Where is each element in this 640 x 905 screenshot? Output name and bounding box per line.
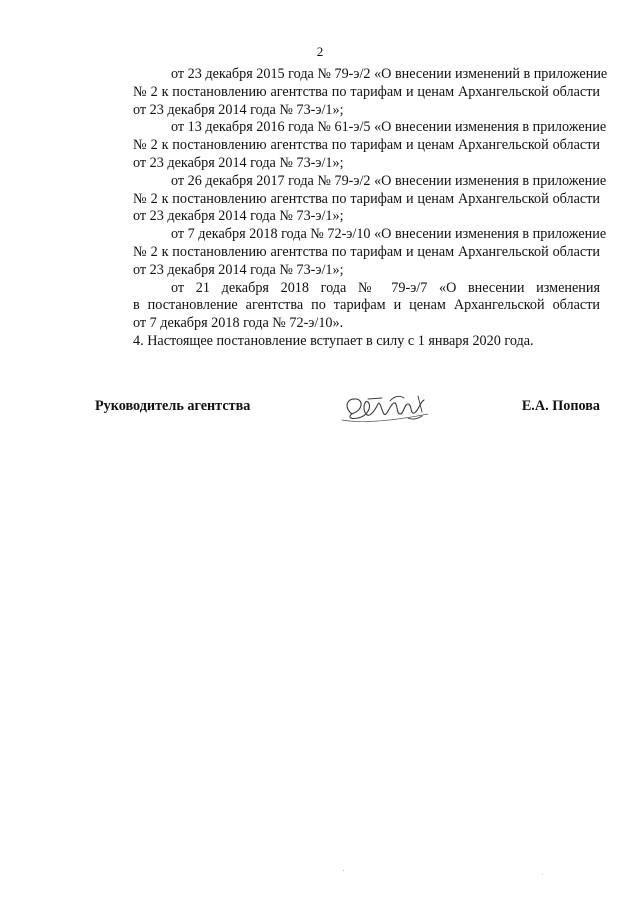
paragraph-line: от 7 декабря 2018 года № 72-э/10». [133,315,344,332]
paragraph-line: в постановление агентства по тарифам и ценам Архангельской области [133,297,600,314]
paragraph-line: от 23 декабря 2014 года № 73-э/1»; [133,261,344,278]
amendment-paragraph-2 [95,119,607,172]
paragraph-line: от 7 декабря 2018 года № 72-э/10 «О внесении изменения в приложение [171,226,607,243]
effective-date-clause: 4. Настоящее постановление вступает в силу с 1 января 2020 года. [133,332,534,349]
amendment-paragraph-3 [95,172,607,226]
scan-speck [542,874,543,875]
paragraph-line: от 23 декабря 2014 года № 73-э/1»; [133,154,344,171]
paragraph-line: от 23 декабря 2015 года № 79-э/2 «О внесении изменений в приложение [171,66,608,82]
amendment-paragraph-4 [95,226,607,279]
document-body [95,66,608,351]
signature-block [95,390,600,430]
paragraph-line: № 2 к постановлению агентства по тарифам и ценам Архангельской области [133,137,600,154]
paragraph-line: от 26 декабря 2017 года № 79-э/2 «О внесении изменения в приложение [171,172,607,189]
paragraph-line: от 23 декабря 2014 года № 73-э/1»; [133,101,344,118]
signatory-name: Е.А. Попова [521,398,600,414]
paragraph-line: № 2 к постановлению агентства по тарифам и ценам Архангельской области [133,243,600,260]
paragraph-line: от 21 декабря 2018 года № 79-э/7 «О внесении изменения [171,279,600,296]
signatory-title: Руководитель агентства [95,398,251,414]
paragraph-line: от 23 декабря 2014 года № 73-э/1»; [133,208,344,225]
handwritten-signature [338,390,433,426]
paragraph-line: № 2 к постановлению агентства по тарифам и ценам Архангельской области [133,190,600,207]
paragraph-line: от 13 декабря 2016 года № 61-э/5 «О внесении изменения в приложение [171,119,607,136]
amendment-paragraph-1 [95,66,608,119]
page-number: 2 [316,44,324,59]
paragraph-line: № 2 к постановлению агентства по тарифам и ценам Архангельской области [133,83,600,100]
amendment-paragraph-5 [95,280,600,333]
scan-speck [343,870,344,871]
